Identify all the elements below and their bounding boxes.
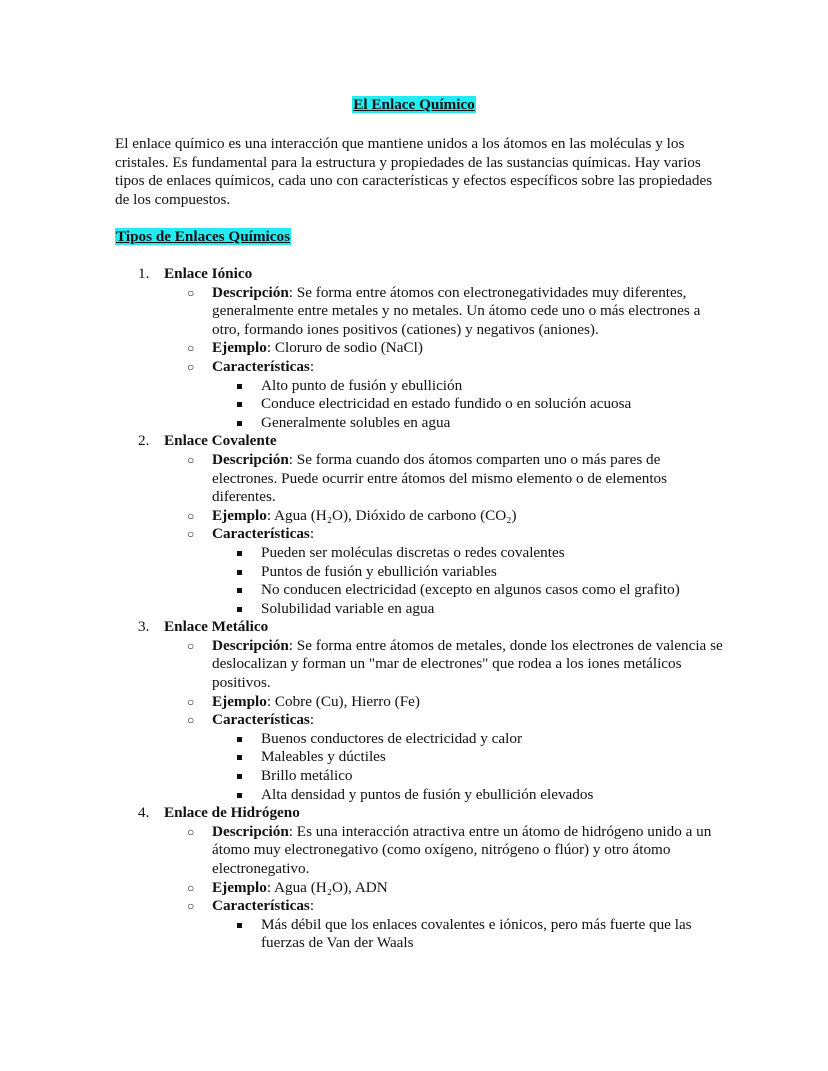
list-item bbox=[212, 600, 725, 619]
list-item bbox=[212, 414, 725, 433]
list-item bbox=[212, 581, 725, 600]
characteristics-label: Características bbox=[212, 357, 310, 375]
description-text: : Es una interacción atractiva entre un átomo de hidrógeno unido a un átomo muy electronegativo (como oxígeno, nitrógeno o flúor) y otro átomo electronegativo. bbox=[212, 822, 712, 877]
characteristics-label: Características bbox=[212, 525, 310, 543]
list-number: 2. bbox=[138, 432, 150, 450]
bond-type-covalent bbox=[115, 432, 725, 618]
characteristic-text: Solubilidad variable en agua bbox=[261, 599, 435, 617]
example-label: Ejemplo bbox=[212, 878, 267, 896]
description-item bbox=[164, 637, 725, 693]
circle-bullet-icon: ○ bbox=[187, 899, 195, 914]
description-text: : Se forma entre átomos con electronegatividades muy diferentes, generalmente entre metales y no metales. Un átomo cede uno o más electrones a otro, formando iones positivos (cationes) y negativos (aniones). bbox=[212, 283, 701, 338]
circle-bullet-icon: ○ bbox=[187, 880, 195, 895]
description-text: : Se forma cuando dos átomos comparten uno o más pares de electrones. Puede ocurrir entre átomos del mismo elemento o de elementos diferentes. bbox=[212, 450, 668, 506]
example-label: Ejemplo bbox=[212, 339, 267, 357]
square-bullet-icon bbox=[237, 384, 242, 389]
characteristics-item bbox=[164, 358, 725, 432]
square-bullet-icon bbox=[237, 551, 242, 556]
colon: : bbox=[309, 897, 315, 915]
description-text: : Se forma entre átomos de metales, donde los electrones de valencia se deslocalizan y forman un "mar de electrones" que rodea a los iones metálicos positivos. bbox=[212, 636, 723, 692]
list-item bbox=[212, 563, 725, 582]
title-block bbox=[0, 96, 828, 115]
section-heading-block bbox=[115, 228, 291, 247]
characteristic-text: Alta densidad y puntos de fusión y ebullición elevados bbox=[261, 785, 594, 803]
bond-type-metallic bbox=[115, 618, 725, 804]
description-label: Descripción bbox=[212, 283, 289, 301]
circle-bullet-icon: ○ bbox=[187, 285, 195, 300]
intro-paragraph: El enlace químico es una interacción que mantiene unidos a los átomos en las moléculas y los cristales. Es fundamental para la estructura y propiedades de las sustancias químicas. Hay varios tipos de enlaces químicos, cada uno con características y efectos específicos sobre las propiedades de los compuestos. bbox=[115, 135, 713, 208]
example-item bbox=[164, 339, 725, 358]
description-label: Descripción bbox=[212, 822, 289, 840]
characteristic-text: Alto punto de fusión y ebullición bbox=[261, 376, 463, 394]
example-text: : Cloruro de sodio (NaCl) bbox=[266, 339, 423, 357]
bond-details bbox=[164, 637, 725, 804]
bond-details bbox=[164, 284, 725, 433]
characteristics-label: Características bbox=[212, 711, 310, 729]
characteristics-label: Características bbox=[212, 897, 310, 915]
characteristic-text: Conduce electricidad en estado fundido o en solución acuosa bbox=[261, 395, 632, 413]
colon: : bbox=[309, 357, 315, 375]
bond-type-hydrogen bbox=[115, 804, 725, 953]
characteristic-text: Brillo metálico bbox=[261, 767, 353, 785]
colon: : bbox=[309, 711, 315, 729]
circle-bullet-icon: ○ bbox=[187, 508, 195, 523]
example-label: Ejemplo bbox=[212, 506, 267, 524]
characteristic-text: No conducen electricidad (excepto en algunos casos como el grafito) bbox=[261, 581, 680, 599]
square-bullet-icon bbox=[237, 570, 242, 575]
example-item bbox=[164, 507, 725, 526]
square-bullet-icon bbox=[237, 793, 242, 798]
description-item bbox=[164, 284, 725, 340]
list-number: 1. bbox=[138, 265, 150, 282]
characteristic-text: Pueden ser moléculas discretas o redes covalentes bbox=[261, 543, 565, 561]
description-item bbox=[164, 451, 725, 507]
description-item bbox=[164, 823, 725, 879]
circle-bullet-icon: ○ bbox=[187, 713, 195, 728]
bond-type-name: Enlace Covalente bbox=[164, 432, 277, 450]
characteristic-text: Maleables y dúctiles bbox=[261, 748, 386, 766]
circle-bullet-icon: ○ bbox=[187, 824, 195, 839]
list-item bbox=[212, 395, 725, 414]
list-item bbox=[212, 916, 725, 953]
circle-bullet-icon: ○ bbox=[187, 359, 195, 374]
square-bullet-icon bbox=[237, 774, 242, 779]
characteristics-item bbox=[164, 525, 725, 618]
bond-details bbox=[164, 451, 725, 618]
bond-details bbox=[164, 823, 725, 953]
circle-bullet-icon: ○ bbox=[187, 694, 195, 709]
list-item bbox=[212, 748, 725, 767]
characteristic-text: Más débil que los enlaces covalentes e iónicos, pero más fuerte que las fuerzas de Van der Waals bbox=[261, 915, 692, 952]
characteristic-text: Puntos de fusión y ebullición variables bbox=[261, 562, 497, 580]
list-number: 4. bbox=[138, 804, 150, 822]
square-bullet-icon bbox=[237, 421, 242, 426]
description-label: Descripción bbox=[212, 450, 289, 468]
list-item bbox=[212, 377, 725, 396]
list-item bbox=[212, 786, 725, 805]
circle-bullet-icon: ○ bbox=[187, 341, 195, 356]
bond-type-name: Enlace de Hidrógeno bbox=[164, 804, 300, 822]
characteristic-text: Generalmente solubles en agua bbox=[261, 413, 451, 431]
example-item bbox=[164, 879, 725, 898]
list-item bbox=[212, 544, 725, 563]
characteristics-list bbox=[212, 916, 725, 953]
bond-types-list bbox=[115, 265, 725, 953]
list-item bbox=[212, 767, 725, 786]
characteristics-list bbox=[212, 730, 725, 804]
square-bullet-icon bbox=[237, 755, 242, 760]
example-label: Ejemplo bbox=[212, 692, 267, 710]
square-bullet-icon bbox=[237, 607, 242, 612]
square-bullet-icon bbox=[237, 588, 242, 593]
description-label: Descripción bbox=[212, 636, 289, 654]
bond-type-ionic bbox=[115, 265, 725, 432]
characteristics-list bbox=[212, 544, 725, 618]
square-bullet-icon bbox=[237, 737, 242, 742]
document-title: El Enlace Químico bbox=[353, 96, 475, 113]
list-item bbox=[212, 730, 725, 749]
circle-bullet-icon: ○ bbox=[187, 638, 195, 653]
example-text: : Cobre (Cu), Hierro (Fe) bbox=[266, 692, 420, 710]
example-text: : Agua (H₂O), Dióxido de carbono (CO₂) bbox=[266, 506, 517, 524]
bond-type-name: Enlace Iónico bbox=[164, 265, 253, 282]
square-bullet-icon bbox=[237, 402, 242, 407]
section-heading: Tipos de Enlaces Químicos bbox=[116, 228, 290, 245]
example-item bbox=[164, 693, 725, 712]
characteristics-item bbox=[164, 897, 725, 953]
circle-bullet-icon: ○ bbox=[187, 527, 195, 542]
list-number: 3. bbox=[138, 618, 150, 636]
characteristics-item bbox=[164, 711, 725, 804]
square-bullet-icon bbox=[237, 923, 242, 928]
colon: : bbox=[309, 525, 315, 543]
example-text: : Agua (H₂O), ADN bbox=[266, 878, 388, 896]
characteristics-list bbox=[212, 377, 725, 433]
characteristic-text: Buenos conductores de electricidad y calor bbox=[261, 729, 523, 747]
circle-bullet-icon: ○ bbox=[187, 452, 195, 467]
bond-type-name: Enlace Metálico bbox=[164, 618, 269, 636]
